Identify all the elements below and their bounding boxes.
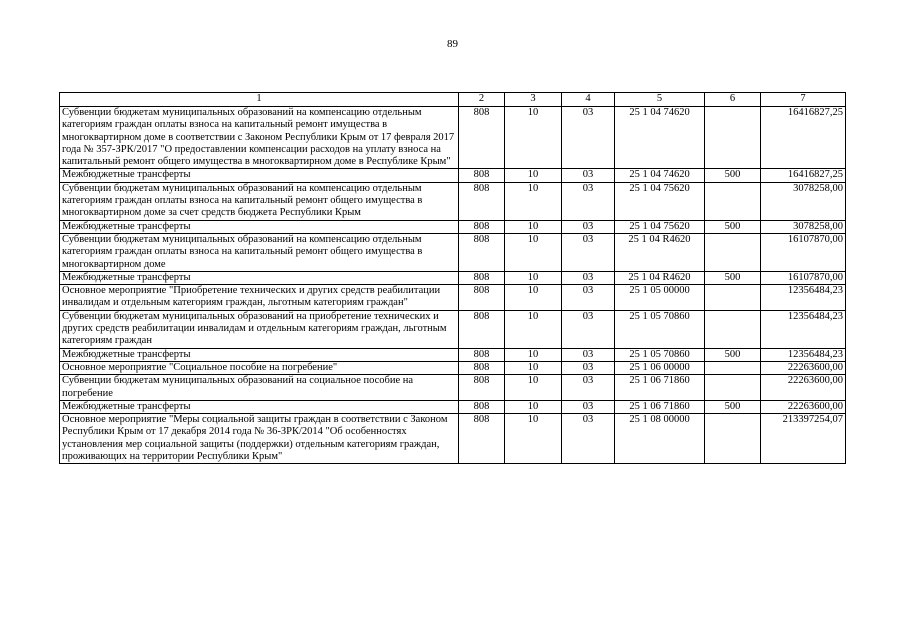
- column-header: 5: [615, 93, 705, 107]
- row-code-cell: 808: [459, 285, 505, 311]
- row-target-article-cell: 25 1 05 70860: [615, 348, 705, 361]
- table-row: [60, 271, 846, 284]
- column-header: 6: [705, 93, 761, 107]
- row-expense-type-cell: 500: [705, 400, 761, 413]
- row-subsection-cell: 03: [562, 182, 615, 220]
- row-name-cell: Субвенции бюджетам муниципальных образований на компенсацию отдельным категориям граждан оплаты взноса на капитальный ремонт общего имущества в многоквартирном доме: [60, 233, 459, 271]
- row-subsection-cell: 03: [562, 361, 615, 374]
- table-row: [60, 375, 846, 401]
- row-subsection-cell: 03: [562, 310, 615, 348]
- row-name-cell: Основное мероприятие "Меры социальной защиты граждан в соответствии с Законом Республики Крым от 17 декабря 2014 года № 36-ЗРК/2014 "Об особенностях установления мер социальной защиты (поддержки) отдельным категориям граждан, проживающих на территории Республики Крым": [60, 414, 459, 464]
- budget-table: [59, 92, 846, 464]
- row-code-cell: 808: [459, 233, 505, 271]
- row-expense-type-cell: [705, 310, 761, 348]
- row-target-article-cell: 25 1 06 71860: [615, 375, 705, 401]
- row-name-cell: Субвенции бюджетам муниципальных образований на социальное пособие на погребение: [60, 375, 459, 401]
- row-section-cell: 10: [505, 169, 562, 182]
- row-amount-cell: 16416827,25: [761, 169, 846, 182]
- row-section-cell: 10: [505, 233, 562, 271]
- row-name-cell: Межбюджетные трансферты: [60, 271, 459, 284]
- row-expense-type-cell: 500: [705, 220, 761, 233]
- row-amount-cell: 12356484,23: [761, 348, 846, 361]
- row-section-cell: 10: [505, 220, 562, 233]
- table-row: [60, 414, 846, 464]
- table-row: [60, 285, 846, 311]
- column-header: 3: [505, 93, 562, 107]
- column-header: 7: [761, 93, 846, 107]
- row-code-cell: 808: [459, 361, 505, 374]
- row-name-cell: Основное мероприятие "Социальное пособие на погребение": [60, 361, 459, 374]
- row-target-article-cell: 25 1 05 70860: [615, 310, 705, 348]
- row-target-article-cell: 25 1 04 74620: [615, 169, 705, 182]
- row-expense-type-cell: 500: [705, 271, 761, 284]
- row-amount-cell: 22263600,00: [761, 375, 846, 401]
- row-section-cell: 10: [505, 271, 562, 284]
- table-row: [60, 348, 846, 361]
- row-name-cell: Основное мероприятие "Приобретение технических и других средств реабилитации инвалидам и отдельным категориям граждан, льготным категориям граждан": [60, 285, 459, 311]
- row-code-cell: 808: [459, 182, 505, 220]
- row-expense-type-cell: [705, 414, 761, 464]
- row-expense-type-cell: [705, 361, 761, 374]
- row-expense-type-cell: [705, 182, 761, 220]
- table-row: [60, 220, 846, 233]
- column-header: 1: [60, 93, 459, 107]
- row-code-cell: 808: [459, 414, 505, 464]
- row-section-cell: 10: [505, 310, 562, 348]
- row-subsection-cell: 03: [562, 400, 615, 413]
- row-subsection-cell: 03: [562, 107, 615, 169]
- row-subsection-cell: 03: [562, 348, 615, 361]
- row-section-cell: 10: [505, 182, 562, 220]
- page-number: 89: [447, 38, 458, 50]
- row-target-article-cell: 25 1 04 74620: [615, 107, 705, 169]
- row-section-cell: 10: [505, 285, 562, 311]
- table-row: [60, 400, 846, 413]
- row-target-article-cell: 25 1 06 00000: [615, 361, 705, 374]
- table-row: [60, 310, 846, 348]
- row-target-article-cell: 25 1 04 R4620: [615, 271, 705, 284]
- row-subsection-cell: 03: [562, 220, 615, 233]
- table-row: [60, 169, 846, 182]
- row-code-cell: 808: [459, 271, 505, 284]
- row-code-cell: 808: [459, 107, 505, 169]
- row-name-cell: Межбюджетные трансферты: [60, 220, 459, 233]
- row-amount-cell: 12356484,23: [761, 285, 846, 311]
- row-section-cell: 10: [505, 375, 562, 401]
- table-row: [60, 361, 846, 374]
- row-amount-cell: 3078258,00: [761, 182, 846, 220]
- row-expense-type-cell: [705, 107, 761, 169]
- row-expense-type-cell: [705, 233, 761, 271]
- row-amount-cell: 16416827,25: [761, 107, 846, 169]
- row-target-article-cell: 25 1 06 71860: [615, 400, 705, 413]
- row-code-cell: 808: [459, 310, 505, 348]
- row-subsection-cell: 03: [562, 271, 615, 284]
- row-subsection-cell: 03: [562, 169, 615, 182]
- row-name-cell: Межбюджетные трансферты: [60, 400, 459, 413]
- row-code-cell: 808: [459, 375, 505, 401]
- row-amount-cell: 22263600,00: [761, 400, 846, 413]
- row-subsection-cell: 03: [562, 414, 615, 464]
- row-name-cell: Субвенции бюджетам муниципальных образований на компенсацию отдельным категориям граждан оплаты взноса на капитальный ремонт имущества в многоквартирном доме в соответствии с Законом Республики Крым от 17 февраля 2017 года № 357-ЗРК/2017 "О предоставлении компенсации расходов на уплату взноса на капитальный ремонт общего имущества в многоквартирном доме в Республике Крым": [60, 107, 459, 169]
- row-target-article-cell: 25 1 08 00000: [615, 414, 705, 464]
- row-target-article-cell: 25 1 04 75620: [615, 220, 705, 233]
- row-amount-cell: 213397254,07: [761, 414, 846, 464]
- row-expense-type-cell: 500: [705, 169, 761, 182]
- header-row: [60, 93, 846, 107]
- row-name-cell: Межбюджетные трансферты: [60, 348, 459, 361]
- row-target-article-cell: 25 1 04 75620: [615, 182, 705, 220]
- column-header: 4: [562, 93, 615, 107]
- table-row: [60, 182, 846, 220]
- row-subsection-cell: 03: [562, 375, 615, 401]
- row-amount-cell: 3078258,00: [761, 220, 846, 233]
- row-code-cell: 808: [459, 169, 505, 182]
- row-target-article-cell: 25 1 05 00000: [615, 285, 705, 311]
- row-amount-cell: 12356484,23: [761, 310, 846, 348]
- table-row: [60, 233, 846, 271]
- row-name-cell: Субвенции бюджетам муниципальных образований на приобретение технических и других средств реабилитации инвалидам и отдельным категориям граждан, льготным категориям граждан: [60, 310, 459, 348]
- row-target-article-cell: 25 1 04 R4620: [615, 233, 705, 271]
- row-code-cell: 808: [459, 400, 505, 413]
- row-code-cell: 808: [459, 220, 505, 233]
- row-subsection-cell: 03: [562, 233, 615, 271]
- row-expense-type-cell: [705, 285, 761, 311]
- row-section-cell: 10: [505, 107, 562, 169]
- column-header: 2: [459, 93, 505, 107]
- row-expense-type-cell: 500: [705, 348, 761, 361]
- row-code-cell: 808: [459, 348, 505, 361]
- row-expense-type-cell: [705, 375, 761, 401]
- row-amount-cell: 16107870,00: [761, 271, 846, 284]
- row-amount-cell: 16107870,00: [761, 233, 846, 271]
- row-subsection-cell: 03: [562, 285, 615, 311]
- row-section-cell: 10: [505, 361, 562, 374]
- row-name-cell: Субвенции бюджетам муниципальных образований на компенсацию отдельным категориям граждан оплаты взноса на капитальный ремонт общего имущества в многоквартирном доме за счет средств бюджета Республики Крым: [60, 182, 459, 220]
- table-body: [60, 107, 846, 464]
- row-name-cell: Межбюджетные трансферты: [60, 169, 459, 182]
- row-section-cell: 10: [505, 414, 562, 464]
- row-section-cell: 10: [505, 400, 562, 413]
- row-section-cell: 10: [505, 348, 562, 361]
- table-row: [60, 107, 846, 169]
- row-amount-cell: 22263600,00: [761, 361, 846, 374]
